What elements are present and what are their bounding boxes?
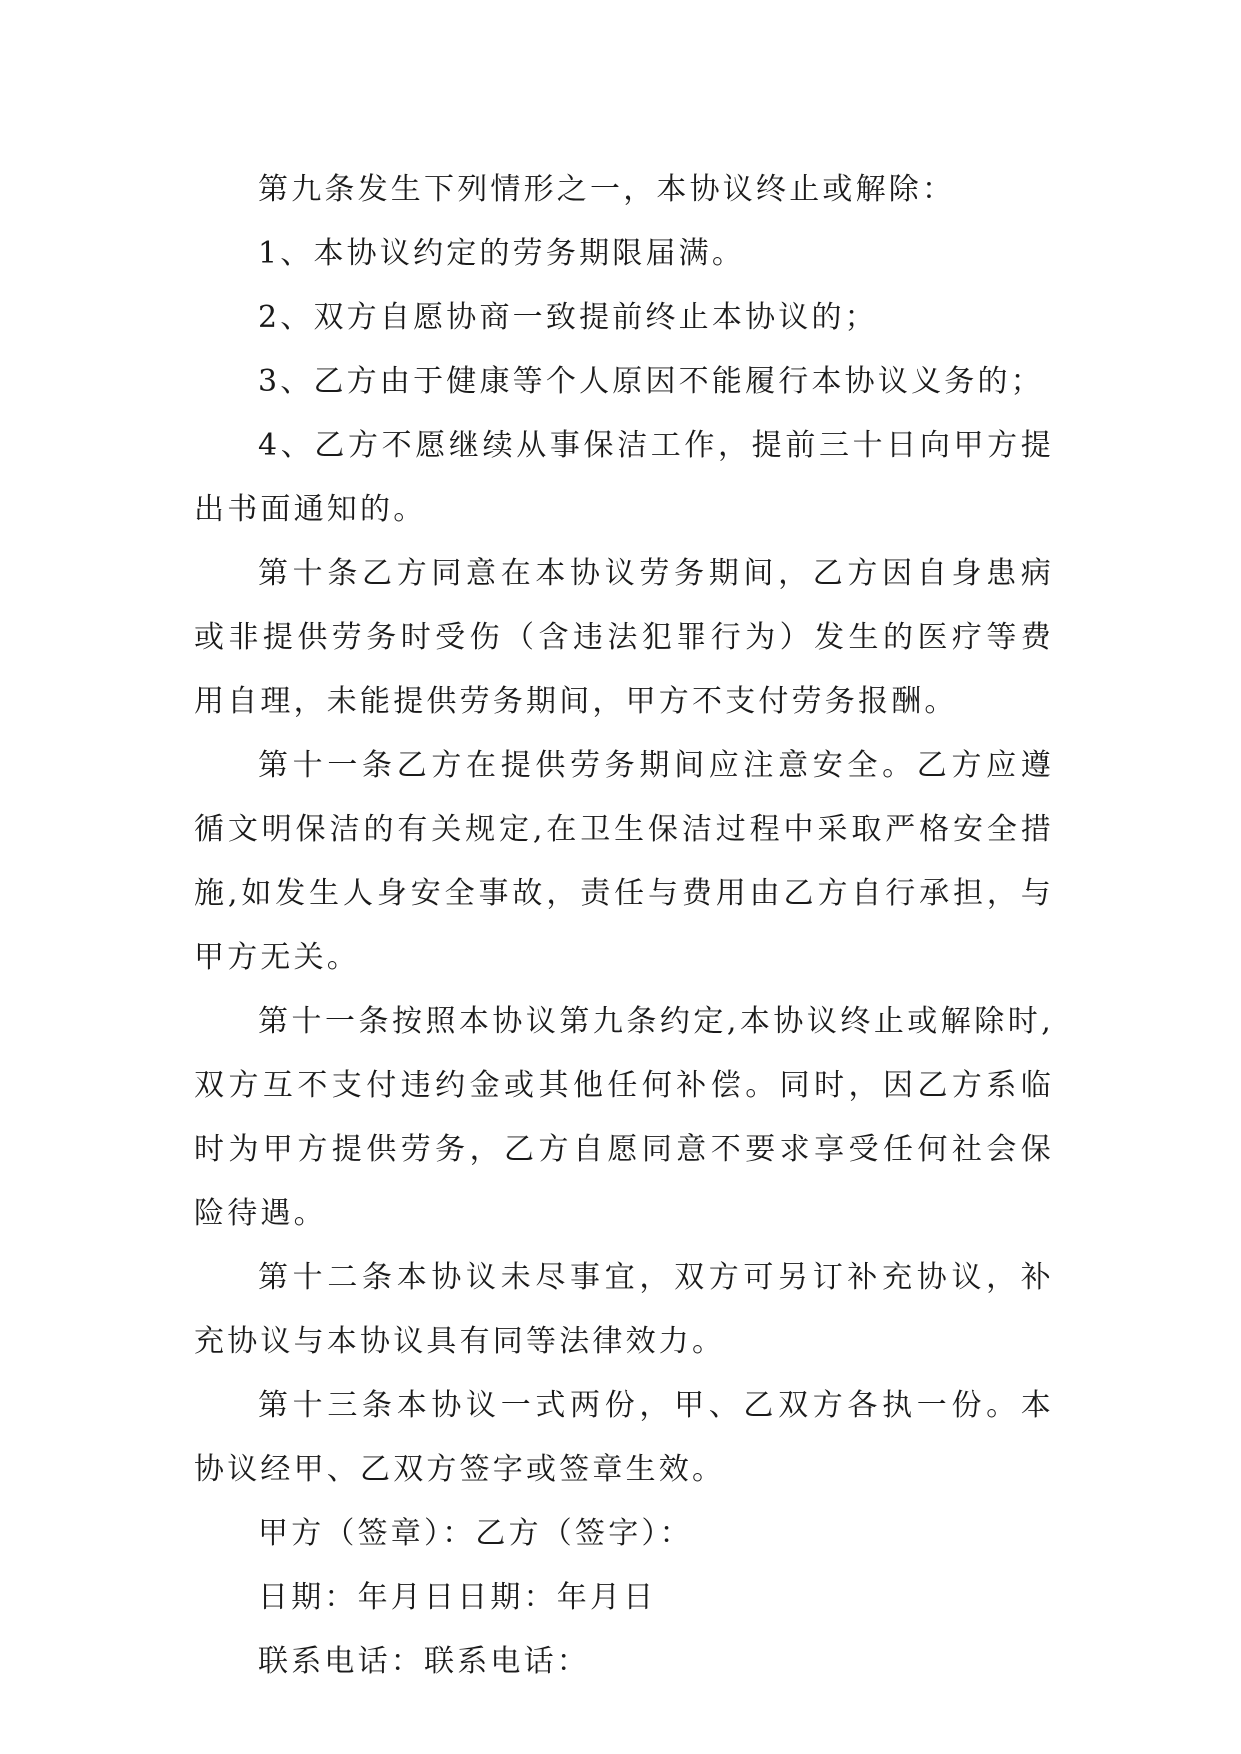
paragraph-article-10: 第十条乙方同意在本协议劳务期间，乙方因自身患病或非提供劳务时受伤（含违法犯罪行为）发生的医疗等费用自理，未能提供劳务期间，甲方不支付劳务报酬。 xyxy=(194,556,1054,719)
paragraph-article-9: 第九条发生下列情形之一，本协议终止或解除： xyxy=(258,172,956,207)
paragraph-article-11: 第十一条乙方在提供劳务期间应注意安全。乙方应遵循文明保洁的有关规定,在卫生保洁过程中采取严格安全措施,如发生人身安全事故，责任与费用由乙方自行承担，与甲方无关。 xyxy=(194,748,1054,975)
paragraph-article-11-second: 第十一条按照本协议第九条约定,本协议终止或解除时,双方互不支付违约金或其他任何补偿。同时，因乙方系临时为甲方提供劳务，乙方自愿同意不要求享受任何社会保险待遇。 xyxy=(194,1004,1054,1231)
paragraph-article-13: 第十三条本协议一式两份，甲、乙双方各执一份。本协议经甲、乙双方签字或签章生效。 xyxy=(194,1388,1054,1487)
paragraph-article-12: 第十二条本协议未尽事宜，双方可另订补充协议，补充协议与本协议具有同等法律效力。 xyxy=(194,1260,1054,1359)
date-line: 日期：年月日日期：年月日 xyxy=(258,1580,657,1615)
paragraph-item-3: 3、乙方由于健康等个人原因不能履行本协议义务的； xyxy=(258,364,1044,399)
signature-line: 甲方（签章）：乙方（签字）： xyxy=(258,1516,693,1551)
paragraph-item-2: 2、双方自愿协商一致提前终止本协议的； xyxy=(258,300,878,335)
document-body xyxy=(194,158,1054,1694)
phone-line: 联系电话：联系电话： xyxy=(258,1644,590,1679)
paragraph-item-1: 1、本协议约定的劳务期限届满。 xyxy=(258,236,746,271)
paragraph-item-4: 4、乙方不愿继续从事保洁工作，提前三十日向甲方提出书面通知的。 xyxy=(194,428,1054,527)
